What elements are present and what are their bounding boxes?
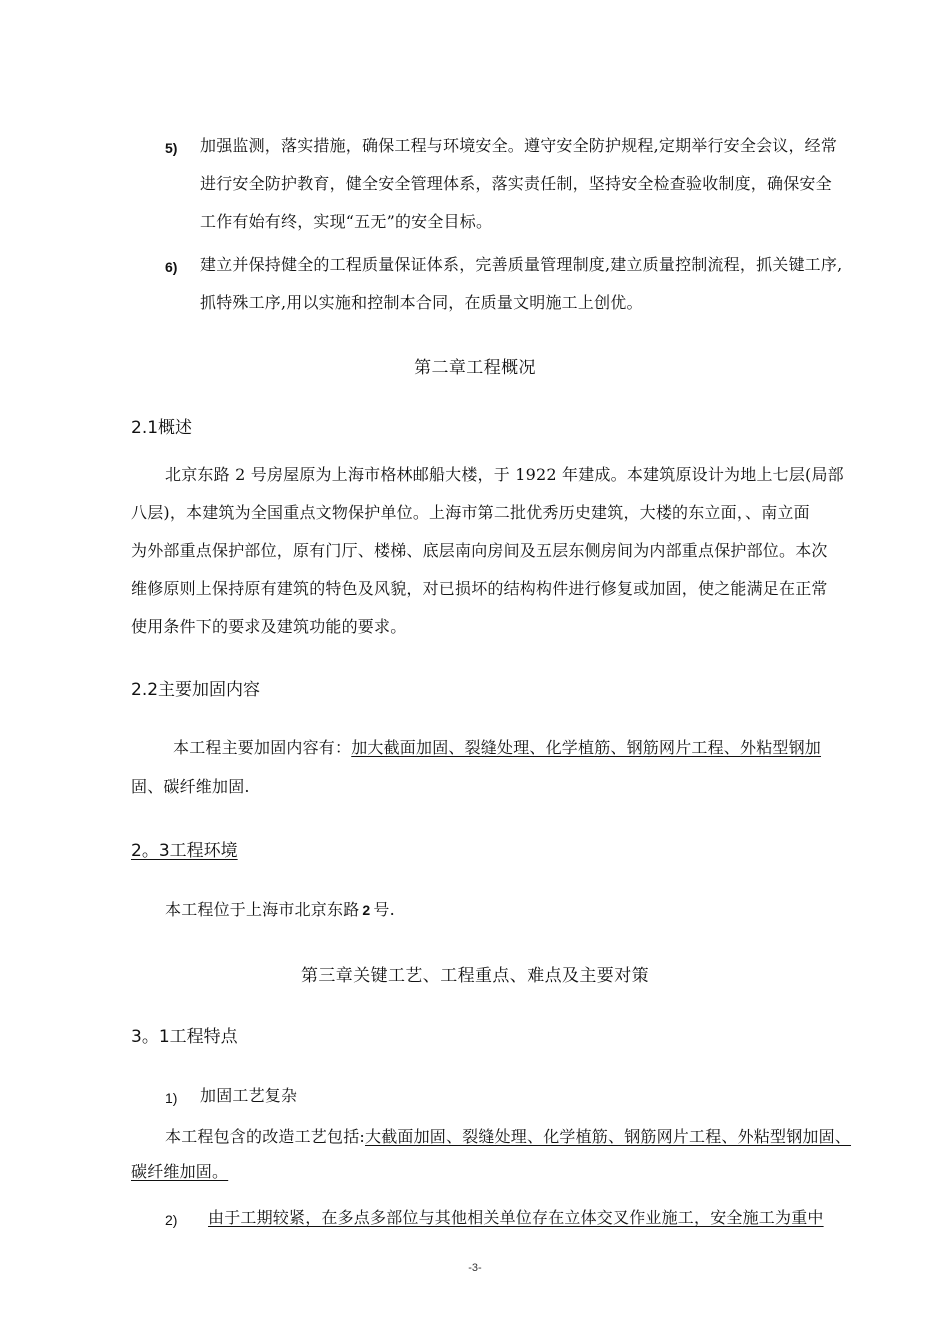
- section-2-2-line-2: 固、碳纤维加固.: [131, 777, 250, 796]
- list-number-2: 2): [165, 1212, 178, 1228]
- list-item-5-line-2: 进行安全防护教育，健全安全管理体系，落实责任制，坚持安全检查验收制度，确保安全: [200, 174, 832, 193]
- section-2-2-heading: 2.2主要加固内容: [131, 680, 261, 700]
- item-2-text: 由于工期较紧，在多点多部位与其他相关单位存在立体交叉作业施工，安全施工为重中: [208, 1208, 824, 1227]
- list-number-6: 6): [165, 259, 178, 275]
- item-1-methods-underlined: 大截面加固、裂缝处理、化学植筋、钢筋网片工程、外粘型钢加固、: [365, 1127, 852, 1146]
- list-item-5-line-3: 工作有始有终，实现“五无”的安全目标。: [200, 212, 493, 231]
- section-2-2-prefix: 本工程主要加固内容有：: [173, 738, 352, 757]
- item-1-description-line-1: [165, 1127, 851, 1147]
- section-2-2-line-1: [173, 738, 821, 758]
- list-item-6-line-1: 建立并保持健全的工程质量保证体系，完善质量管理制度,建立质量控制流程，抓关键工序,: [200, 255, 843, 274]
- section-3-1-heading: 3。1工程特点: [131, 1027, 238, 1047]
- list-item-6-line-2: 抓特殊工序,用以实施和控制本合同，在质量文明施工上创优。: [200, 293, 643, 312]
- section-2-1-line-1: 北京东路 2 号房屋原为上海市格林邮船大楼，于 1922 年建成。本建筑原设计为地上七层(局部: [165, 465, 844, 484]
- section-2-3-text-number: 2: [362, 902, 371, 918]
- item-1-description-line-2: 碳纤维加固。: [131, 1162, 229, 1181]
- chapter-2-title: 第二章工程概况: [414, 358, 536, 378]
- section-2-2-methods-underlined: 加大截面加固、裂缝处理、化学植筋、钢筋网片工程、外粘型钢加: [351, 738, 822, 757]
- section-2-1-line-3: 为外部重点保护部位，原有门厅、楼梯、底层南向房间及五层东侧房间为内部重点保护部位。本次: [131, 541, 828, 560]
- list-number-5: 5): [165, 140, 178, 156]
- list-item-5-line-1: 加强监测，落实措施，确保工程与环境安全。遵守安全防护规程,定期举行安全会议，经常: [200, 136, 838, 155]
- section-2-3-text-suffix: 号.: [373, 900, 395, 919]
- section-2-1-line-4: 维修原则上保持原有建筑的特色及风貌，对已损坏的结构构件进行修复或加固，使之能满足在正常: [131, 579, 828, 598]
- section-2-1-line-2: 八层)，本建筑为全国重点文物保护单位。上海市第二批优秀历史建筑，大楼的东立面，、南立面: [131, 503, 810, 522]
- chapter-3-title: 第三章关键工艺、工程重点、难点及主要对策: [301, 966, 649, 986]
- item-1-title: 加固工艺复杂: [200, 1086, 298, 1105]
- section-2-1-line-5: 使用条件下的要求及建筑功能的要求。: [131, 617, 407, 636]
- section-2-1-heading: 2.1概述: [131, 418, 193, 438]
- section-2-3-text-main: 本工程位于上海市北京东路: [165, 900, 360, 919]
- section-2-3-text: [165, 900, 395, 920]
- page-number: -3-: [468, 1262, 482, 1274]
- item-1-prefix: 本工程包含的改造工艺包括:: [165, 1127, 365, 1146]
- section-2-3-heading: 2。3工程环境: [131, 841, 238, 861]
- list-number-1: 1): [165, 1090, 178, 1106]
